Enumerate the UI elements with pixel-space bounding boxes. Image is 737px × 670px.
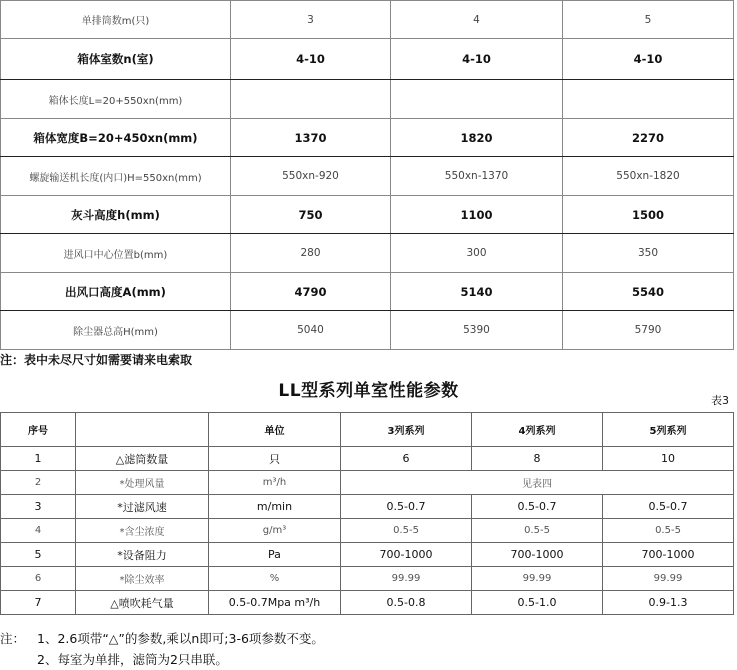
row-unit: 0.5-0.7Mpa m³/h [209,591,341,615]
row-name: *除尘效率 [76,567,209,591]
cell-col-4: 1820 [391,119,563,157]
table-row [1,471,734,495]
row-unit: 只 [209,447,341,471]
cell-series-4: 700-1000 [472,543,603,567]
row-name: *含尘浓度 [76,519,209,543]
cell-col-4 [391,80,563,119]
cell-series-4: 8 [472,447,603,471]
cell-col-4: 1100 [391,196,563,234]
cell-series-5: 0.5-5 [603,519,734,543]
row-label: 箱体宽度B=20+450xn(mm) [1,119,231,157]
row-name: △滤筒数量 [76,447,209,471]
cell-col-3: 4790 [231,273,391,311]
cell-col-5: 5 [563,1,734,39]
cell-col-5: 5540 [563,273,734,311]
cell-merged: 见表四 [341,471,734,495]
row-no: 5 [1,543,76,567]
row-label: 箱体室数n(室) [1,39,231,80]
header-no: 序号 [1,413,76,447]
cell-col-3: 3 [231,1,391,39]
cell-series-3: 0.5-0.8 [341,591,472,615]
row-name: *设备阻力 [76,543,209,567]
dimension-table-body [1,1,734,350]
row-unit: % [209,567,341,591]
cell-series-3: 6 [341,447,472,471]
cell-col-5: 4-10 [563,39,734,80]
note-text-2: 2、每室为单排，滤筒为2只串联。 [37,652,228,667]
table2-notes [0,628,324,670]
header-unit: 单位 [209,413,341,447]
section-title: LL型系列单室性能参数 [278,381,459,401]
cell-series-5: 700-1000 [603,543,734,567]
row-name: *处理风量 [76,471,209,495]
row-label: 进风口中心位置b(mm) [1,234,231,273]
cell-series-3: 0.5-5 [341,519,472,543]
row-name: *过滤风速 [76,495,209,519]
row-no: 6 [1,567,76,591]
table-row [1,591,734,615]
table-row [1,495,734,519]
cell-col-5: 350 [563,234,734,273]
header-series-4: 4列系列 [472,413,603,447]
performance-table-body [1,413,734,615]
cell-col-5: 2270 [563,119,734,157]
header-item [76,413,209,447]
cell-series-5: 0.5-0.7 [603,495,734,519]
row-no: 3 [1,495,76,519]
cell-series-4: 99.99 [472,567,603,591]
cell-col-4: 300 [391,234,563,273]
cell-col-4: 5390 [391,311,563,350]
table-row [1,119,734,157]
cell-col-4: 4 [391,1,563,39]
cell-series-4: 0.5-5 [472,519,603,543]
row-label: 灰斗高度h(mm) [1,196,231,234]
cell-series-4: 0.5-0.7 [472,495,603,519]
table-number: 表3 [711,394,729,407]
row-unit: g/m³ [209,519,341,543]
table-header-row [1,413,734,447]
row-name: △喷吹耗气量 [76,591,209,615]
row-no: 2 [1,471,76,495]
note-line [0,628,324,649]
table-row [1,157,734,196]
note-prefix: 注： [0,631,26,646]
cell-series-5: 10 [603,447,734,471]
cell-col-3: 550xn-920 [231,157,391,196]
table-row [1,311,734,350]
cell-col-4: 550xn-1370 [391,157,563,196]
cell-col-5: 1500 [563,196,734,234]
cell-col-5: 5790 [563,311,734,350]
table-row [1,1,734,39]
cell-col-3: 750 [231,196,391,234]
row-no: 7 [1,591,76,615]
table-row [1,80,734,119]
row-label: 单排筒数m(只) [1,1,231,39]
cell-series-3: 0.5-0.7 [341,495,472,519]
row-no: 4 [1,519,76,543]
table-row [1,234,734,273]
cell-col-4: 4-10 [391,39,563,80]
header-series-5: 5列系列 [603,413,734,447]
cell-series-5: 99.99 [603,567,734,591]
table-row [1,543,734,567]
table-row [1,39,734,80]
header-series-3: 3列系列 [341,413,472,447]
row-unit: m³/h [209,471,341,495]
table1-note: 注：表中未尽尺寸如需要请来电索取 [0,353,193,367]
cell-col-5: 550xn-1820 [563,157,734,196]
row-unit: m/min [209,495,341,519]
cell-col-3: 280 [231,234,391,273]
cell-series-3: 700-1000 [341,543,472,567]
cell-series-5: 0.9-1.3 [603,591,734,615]
row-label: 箱体长度L=20+550xn(mm) [1,80,231,119]
performance-table [0,412,734,615]
cell-col-3: 4-10 [231,39,391,80]
row-no: 1 [1,447,76,471]
cell-col-3: 1370 [231,119,391,157]
cell-col-3: 5040 [231,311,391,350]
table-row [1,273,734,311]
cell-col-5 [563,80,734,119]
table-row [1,519,734,543]
row-unit: Pa [209,543,341,567]
table-row [1,567,734,591]
cell-series-3: 99.99 [341,567,472,591]
row-label: 除尘器总高H(mm) [1,311,231,350]
cell-col-3 [231,80,391,119]
row-label: 螺旋输送机长度(内口)H=550xn(mm) [1,157,231,196]
table-row [1,447,734,471]
cell-series-4: 0.5-1.0 [472,591,603,615]
cell-col-4: 5140 [391,273,563,311]
table-row [1,196,734,234]
note-text-1: 1、2.6项带“△”的参数,乘以n即可;3-6项参数不变。 [37,631,324,646]
row-label: 出风口高度A(mm) [1,273,231,311]
